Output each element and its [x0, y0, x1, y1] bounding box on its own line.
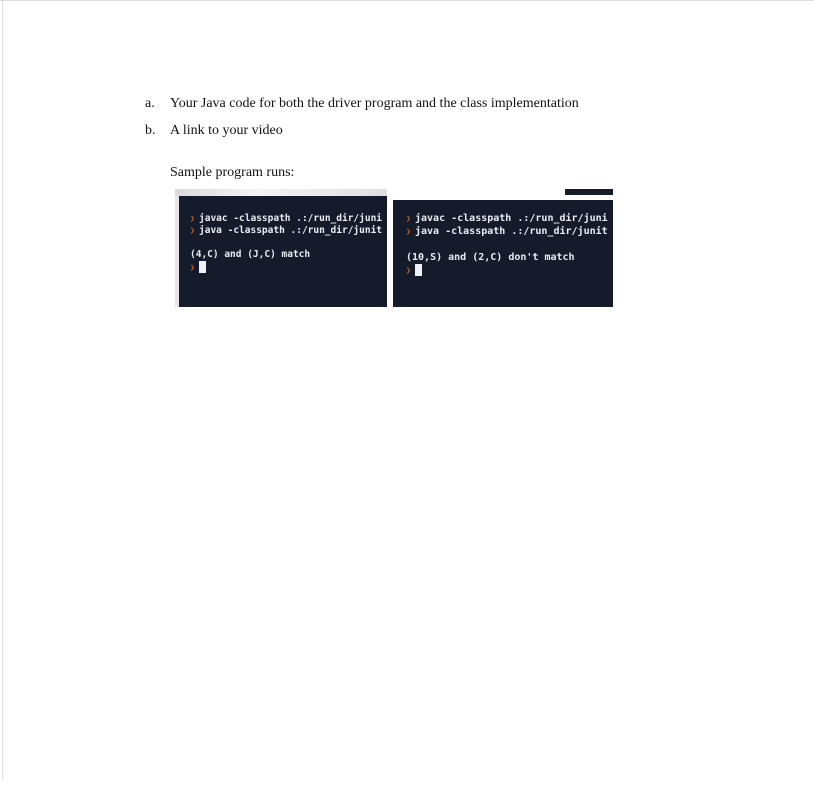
terminal-output-line: (4,C) and (J,C) match: [190, 249, 311, 260]
terminal-prompt-line: [190, 261, 387, 273]
list-item-a-text: Your Java code for both the driver program and the class implementation: [170, 96, 579, 111]
terminal-blank-line: [406, 238, 613, 251]
list-marker-b: b.: [145, 123, 156, 138]
terminal-line: [406, 212, 613, 225]
terminal-screenshot-right: [393, 189, 613, 307]
terminal-output-line: (10,S) and (2,C) don't match: [406, 252, 575, 263]
terminal-prompt-line: [406, 264, 613, 277]
prompt-chevron-icon: ❯: [406, 227, 411, 236]
command-text: javac -classpath .:/run_dir/juni: [199, 213, 383, 224]
terminal-blank-line: [190, 237, 387, 249]
prompt-chevron-icon: ❯: [190, 226, 195, 235]
screenshot-top-edge: [175, 189, 387, 196]
terminal-cursor: [199, 261, 206, 273]
screenshot-top-notch: [565, 189, 613, 195]
prompt-chevron-icon: ❯: [406, 214, 411, 223]
list-item-b: [145, 122, 283, 139]
prompt-chevron-icon: ❯: [190, 214, 195, 223]
page-top-edge: [0, 0, 814, 1]
terminal-line: [406, 225, 613, 238]
command-text: java -classpath .:/run_dir/junit: [199, 225, 383, 236]
list-item-a: [145, 95, 579, 112]
terminal-console-right: [393, 200, 613, 307]
command-text: javac -classpath .:/run_dir/juni: [415, 213, 608, 224]
list-marker-a: a.: [145, 96, 155, 111]
page-left-edge: [2, 0, 3, 780]
prompt-chevron-icon: ❯: [190, 263, 195, 272]
terminal-screenshot-left: [175, 189, 387, 307]
terminal-console-left: [179, 196, 387, 307]
command-text: java -classpath .:/run_dir/junit: [415, 226, 608, 237]
terminal-cursor: [415, 264, 422, 276]
list-item-b-text: A link to your video: [170, 123, 283, 138]
prompt-chevron-icon: ❯: [406, 266, 411, 275]
terminal-line: [190, 225, 387, 237]
terminal-line: [190, 213, 387, 225]
sample-runs-caption: Sample program runs:: [170, 165, 295, 180]
